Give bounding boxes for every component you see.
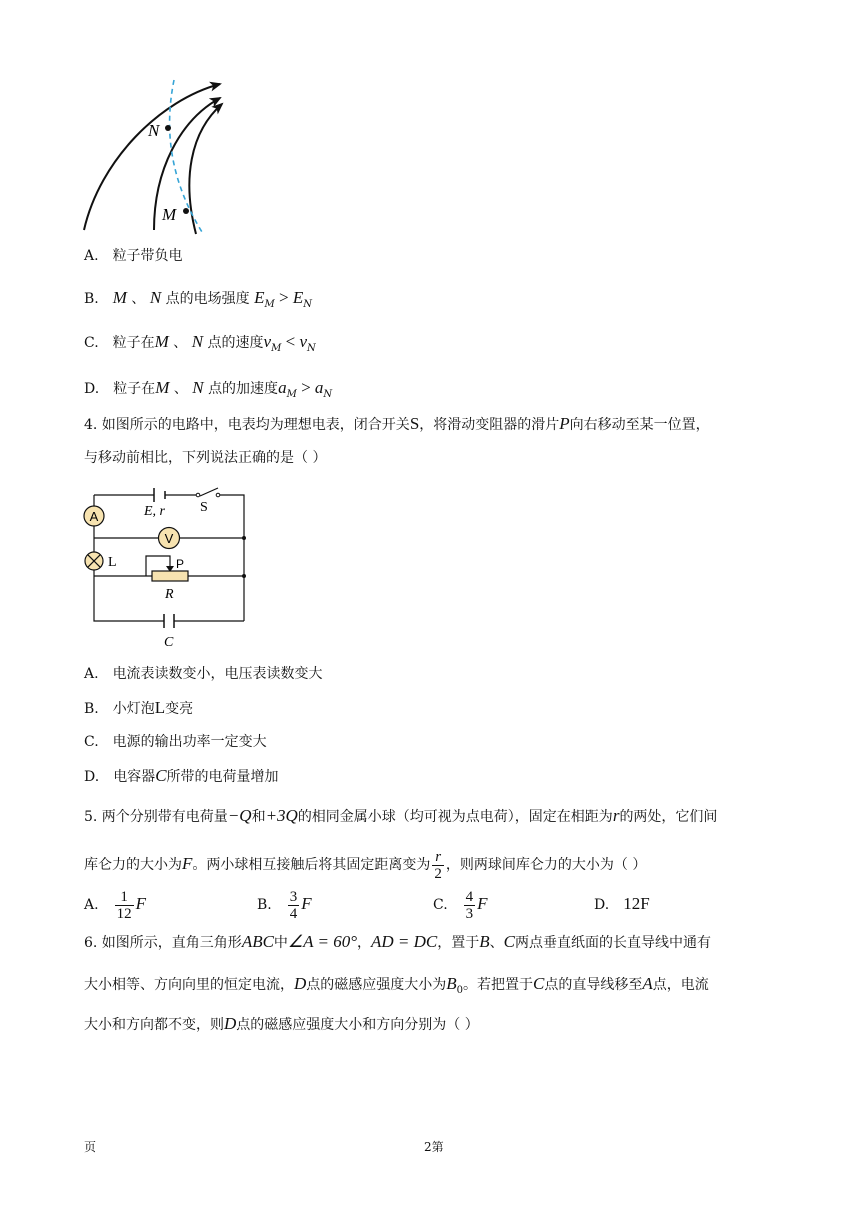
switch-contact [216, 493, 220, 497]
resistor-label: R [165, 587, 174, 602]
q6-stem-line1: 6. 如图所示，直角三角形ABC中∠A = 60°，AD = DC，置于B、C两点垂直纸面的长直导线中通有 [84, 932, 711, 951]
q3-option-c: C. 粒子在M 、 N 点的速度$v_M < v_N$ [84, 332, 316, 354]
q6-stem-line3: 大小和方向都不变，则D点的磁感应强度大小和方向分别为（ ） [84, 1014, 479, 1033]
q6-stem-line2: 大小相等、方向向里的恒定电流，D点的磁感应强度大小为$B_0$。若把置于C点的直导线移至A点，电流 [84, 974, 709, 996]
q4-option-c: C. 电源的输出功率一定变大 [84, 734, 267, 750]
circuit-figure [76, 480, 266, 652]
q5-option-a: A. $\frac{1}{12}$ F [84, 888, 146, 922]
switch-label: S [200, 500, 208, 515]
q3-option-d: D. 粒子在M 、 N 点的加速度$a_M > a_N$ [84, 378, 333, 400]
resistor-box [152, 571, 188, 581]
q5-option-b: B. $\frac{3}{4}$ F [257, 888, 312, 922]
battery-symbol [154, 488, 165, 502]
point-m-label: M [162, 205, 177, 224]
q5-stem-line2: 库仑力的大小为F。两小球相互接触后将其固定距离变为 $\frac{r}{2}$ ，则两球间库仑力的大小为（ ） [84, 848, 647, 882]
field-line-3 [189, 104, 222, 234]
q4-option-b: B. 小灯泡L变亮 [84, 698, 194, 717]
point-n-dot [165, 125, 171, 131]
ammeter-label: A [89, 509, 99, 524]
q5-option-d: D. 12F [594, 894, 650, 913]
q4-option-d: D. 电容器C所带的电荷量增加 [84, 766, 279, 785]
voltmeter-label: V [164, 531, 174, 546]
junction-1 [242, 536, 246, 540]
source-label: E, r [144, 504, 165, 519]
capacitor-symbol [164, 614, 174, 628]
slider-label: P [176, 557, 185, 571]
field-line-1 [84, 84, 220, 230]
switch-pivot [196, 493, 200, 497]
field-lines-figure [70, 70, 250, 240]
footer-left: 页 [84, 1140, 97, 1154]
q5-fraction-r-over-2: $\frac{r}{2}$ [434, 848, 442, 882]
lamp-label: L [108, 555, 117, 570]
q4-stem-line1: 4. 如图所示的电路中，电表均为理想电表，闭合开关S，将滑动变阻器的滑片P向右移动至某一位置， [84, 414, 710, 433]
q3-option-a: A. 粒子带负电 [84, 248, 183, 264]
q4-stem-line2: 与移动前相比，下列说法正确的是（ ） [84, 450, 327, 466]
point-n-label: N [148, 121, 160, 140]
q5-stem-line1: 5. 两个分别带有电荷量−Q和+3Q的相同金属小球（均可视为点电荷），固定在相距为r的两处，它们间 [84, 806, 718, 825]
capacitor-label: C [164, 635, 174, 650]
q5-option-c: C. $\frac{4}{3}$ F [433, 888, 488, 922]
footer-page-number: 2第 [424, 1140, 444, 1154]
q4-option-a: A. 电流表读数变小，电压表读数变大 [84, 666, 323, 682]
junction-2 [242, 574, 246, 578]
point-m-dot [183, 208, 189, 214]
q3-option-b: B. M 、 N 点的电场强度 $E_M > E_N$ [84, 288, 312, 310]
